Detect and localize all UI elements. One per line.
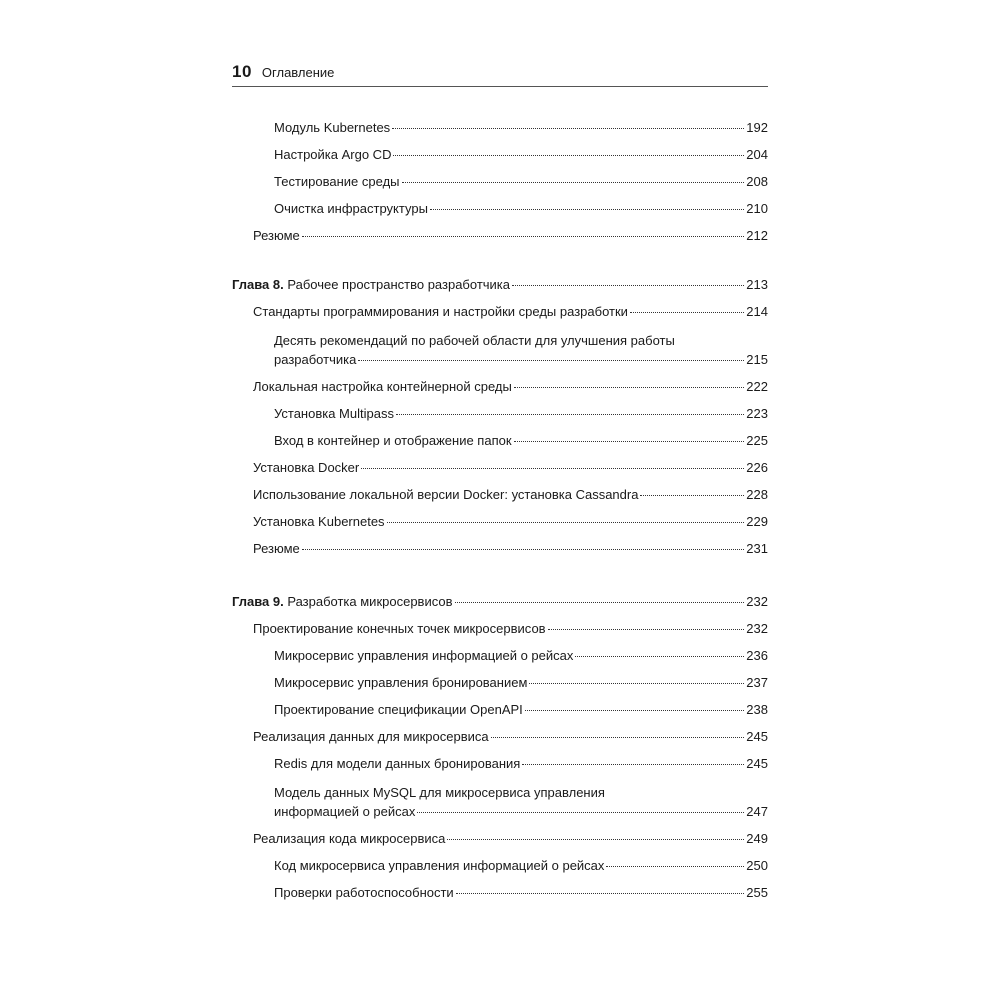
dot-leader: [417, 812, 744, 813]
toc-entry-text: Стандарты программирования и настройки среды разработки: [253, 304, 628, 319]
toc-entry[interactable]: [274, 147, 768, 163]
toc-entry-text: Реализация кода микросервиса: [253, 831, 446, 846]
toc-page-ref: 210: [746, 201, 768, 216]
toc-page-ref: 225: [746, 433, 768, 448]
toc-entry-text: Установка Docker: [253, 460, 360, 475]
toc-entry-text: Использование локальной версии Docker: установка Cassandra: [253, 487, 639, 502]
chapter-label: Глава 8.: [232, 277, 284, 292]
toc-entry-text: Микросервис управления бронированием: [274, 675, 528, 690]
toc-chapter-heading: [232, 277, 510, 293]
toc-entry[interactable]: [253, 487, 768, 503]
dot-leader: [361, 468, 744, 469]
dot-leader: [514, 441, 745, 442]
dot-leader: [302, 236, 745, 237]
chapter-title: Рабочее пространство разработчика: [287, 277, 511, 292]
toc-entry-text: Redis для модели данных бронирования: [274, 756, 521, 771]
toc-page-ref: 204: [746, 147, 768, 162]
toc-page-ref: 238: [746, 702, 768, 717]
dot-leader: [456, 893, 745, 894]
toc-entry-text: Вход в контейнер и отображение папок: [274, 433, 512, 448]
dot-leader: [514, 387, 744, 388]
chapter-title: Разработка микросервисов: [287, 594, 453, 609]
dot-leader: [447, 839, 744, 840]
toc-page-ref: 231: [746, 541, 768, 556]
toc-entry[interactable]: [274, 120, 768, 136]
dot-leader: [393, 155, 744, 156]
toc-entry[interactable]: [274, 804, 768, 820]
toc-entry[interactable]: [253, 379, 768, 395]
dot-leader: [396, 414, 744, 415]
toc-entry[interactable]: [274, 406, 768, 422]
toc-entry-text-line1[interactable]: Десять рекомендаций по рабочей области для улучшения работы: [274, 333, 675, 348]
dot-leader: [575, 656, 744, 657]
toc-page-ref: 213: [746, 277, 768, 292]
toc-entry-text: Код микросервиса управления информацией о рейсах: [274, 858, 605, 873]
dot-leader: [522, 764, 744, 765]
dot-leader: [512, 285, 744, 286]
toc-entry-text: Проектирование спецификации OpenAPI: [274, 702, 523, 717]
dot-leader: [640, 495, 744, 496]
toc-entry[interactable]: [274, 201, 768, 217]
toc-entry-text: информацией о рейсах: [274, 804, 416, 819]
toc-page-ref: 237: [746, 675, 768, 690]
toc-entry-text-line1[interactable]: Модель данных MySQL для микросервиса управления: [274, 785, 605, 800]
toc-entry[interactable]: [253, 304, 768, 320]
toc-entry[interactable]: [253, 514, 768, 530]
dot-leader: [606, 866, 744, 867]
dot-leader: [392, 128, 744, 129]
toc-page-ref: 192: [746, 120, 768, 135]
toc-entry-text: Очистка инфраструктуры: [274, 201, 428, 216]
toc-page-ref: 214: [746, 304, 768, 319]
dot-leader: [302, 549, 745, 550]
toc-chapter-9[interactable]: [232, 594, 768, 610]
toc-page-ref: 212: [746, 228, 768, 243]
toc-entry-text: Микросервис управления информацией о рейсах: [274, 648, 574, 663]
toc-entry[interactable]: [253, 831, 768, 847]
dot-leader: [358, 360, 744, 361]
toc-entry[interactable]: [253, 228, 768, 244]
toc-page-ref: 232: [746, 594, 768, 609]
toc-page-ref: 229: [746, 514, 768, 529]
toc-entry[interactable]: [274, 433, 768, 449]
toc-entry-text: Установка Multipass: [274, 406, 394, 421]
toc-entry-text: Настройка Argo CD: [274, 147, 392, 162]
toc-entry-text: Локальная настройка контейнерной среды: [253, 379, 512, 394]
dot-leader: [491, 737, 745, 738]
toc-entry[interactable]: [253, 460, 768, 476]
toc-entry-text: Установка Kubernetes: [253, 514, 385, 529]
toc-entry[interactable]: [274, 756, 768, 772]
dot-leader: [430, 209, 744, 210]
toc-page-ref: 247: [746, 804, 768, 819]
dot-leader: [455, 602, 745, 603]
toc-entry-text: Резюме: [253, 541, 300, 556]
toc-page-ref: 236: [746, 648, 768, 663]
toc-entry-text: Тестирование среды: [274, 174, 400, 189]
header-rule: [232, 86, 768, 87]
toc-page-ref: 226: [746, 460, 768, 475]
toc-chapter-heading: [232, 594, 453, 610]
toc-entry[interactable]: [253, 541, 768, 557]
toc-entry-text: Проверки работоспособности: [274, 885, 454, 900]
dot-leader: [525, 710, 745, 711]
toc-entry[interactable]: [274, 648, 768, 664]
toc-entry[interactable]: [274, 885, 768, 901]
toc-page-ref: 228: [746, 487, 768, 502]
toc-entry[interactable]: [274, 702, 768, 718]
toc-entry[interactable]: [274, 174, 768, 190]
toc-entry[interactable]: [274, 675, 768, 691]
toc-entry[interactable]: [274, 858, 768, 874]
toc-page-ref: 250: [746, 858, 768, 873]
running-header-title: Оглавление: [261, 65, 335, 80]
toc-page-ref: 208: [746, 174, 768, 189]
page-number: 10: [232, 62, 252, 81]
chapter-label: Глава 9.: [232, 594, 284, 609]
toc-page-ref: 245: [746, 729, 768, 744]
toc-chapter-8[interactable]: [232, 277, 768, 293]
toc-entry-text: разработчика: [274, 352, 357, 367]
toc-entry[interactable]: [253, 729, 768, 745]
toc-entry-text: Проектирование конечных точек микросервисов: [253, 621, 546, 636]
dot-leader: [402, 182, 745, 183]
toc-entry[interactable]: [274, 352, 768, 368]
toc-page-ref: 215: [746, 352, 768, 367]
running-header: [232, 62, 768, 88]
dot-leader: [630, 312, 744, 313]
toc-page-ref: 249: [746, 831, 768, 846]
toc-page-ref: 232: [746, 621, 768, 636]
dot-leader: [529, 683, 744, 684]
toc-entry-text: Модуль Kubernetes: [274, 120, 391, 135]
toc-page-ref: 222: [746, 379, 768, 394]
dot-leader: [387, 522, 745, 523]
toc-page-ref: 245: [746, 756, 768, 771]
toc-entry[interactable]: [253, 621, 768, 637]
toc-page-ref: 255: [746, 885, 768, 900]
toc-entry-text: Реализация данных для микросервиса: [253, 729, 489, 744]
dot-leader: [548, 629, 745, 630]
toc-page-ref: 223: [746, 406, 768, 421]
toc-entry-text: Резюме: [253, 228, 300, 243]
